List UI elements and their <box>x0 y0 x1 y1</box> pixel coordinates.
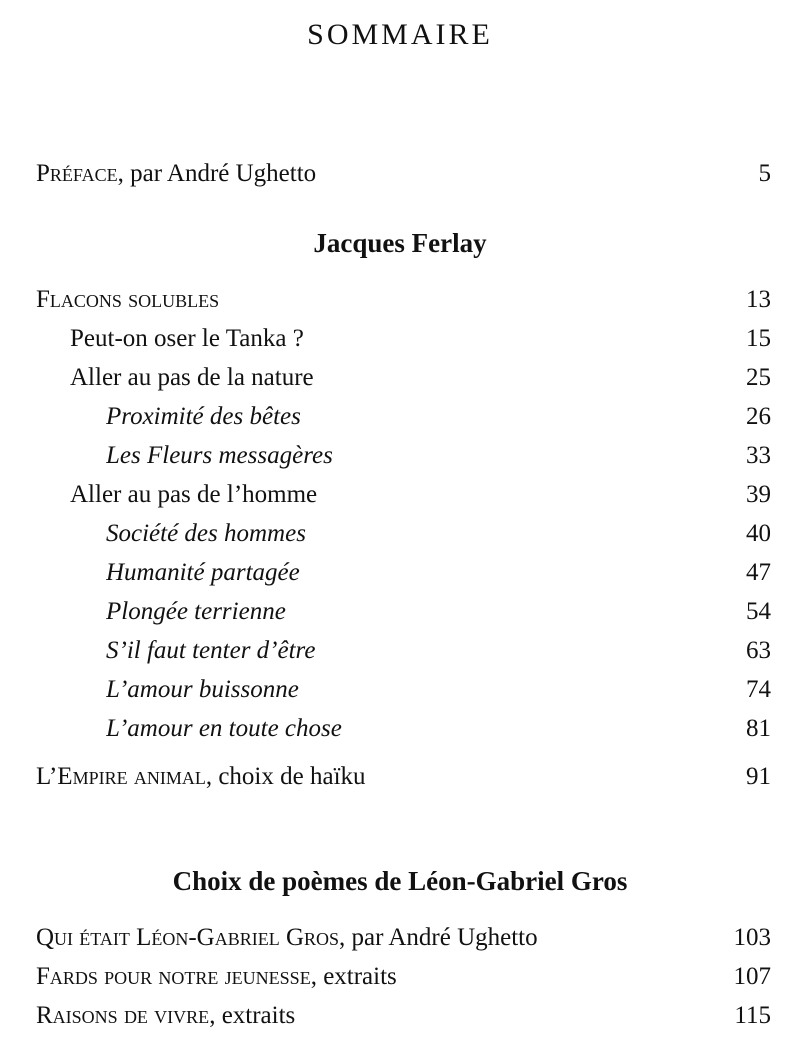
page-title: SOMMAIRE <box>307 18 493 51</box>
toc-entry <box>70 325 771 357</box>
toc-entry-label <box>36 763 746 791</box>
label-rest: , extraits <box>209 1002 296 1029</box>
toc-entry-label <box>36 160 759 188</box>
toc-entry-label: Proximité des bêtes <box>106 403 301 430</box>
label-rest: , par André Ughetto <box>339 924 538 951</box>
label-small-caps: Fards pour notre jeunesse <box>36 963 311 990</box>
label-small-caps: Préface <box>36 160 118 187</box>
toc-subentry <box>106 598 771 630</box>
toc-page-number: 107 <box>733 963 771 990</box>
toc-page-number: 39 <box>746 481 771 508</box>
label-rest: , par André Ughetto <box>117 160 317 187</box>
toc-entry-label: L’amour en toute chose <box>106 715 342 742</box>
toc-entry-label: Peut-on oser le Tanka ? <box>70 325 304 352</box>
section-heading-ferlay: Jacques Ferlay <box>313 228 487 258</box>
toc-subentry <box>106 637 771 669</box>
toc-entry <box>36 1002 771 1034</box>
toc-entry-label: Humanité partagée <box>106 559 300 586</box>
toc-entry-label: Aller au pas de la nature <box>70 364 314 391</box>
label-small-caps: Raisons de vivre <box>36 1002 210 1029</box>
toc-entry-label: Aller au pas de l’homme <box>70 481 318 508</box>
toc-entry-label <box>36 924 734 952</box>
toc-page-number: 47 <box>746 559 771 586</box>
toc-entry <box>36 963 771 995</box>
label-rest: , choix de haïku <box>205 763 366 790</box>
toc-entry-flacons <box>36 286 771 318</box>
toc-entry-empire <box>36 763 771 795</box>
toc-entry-label: S’il faut tenter d’être <box>106 637 316 664</box>
toc-page-number: 26 <box>746 403 771 430</box>
label-small-caps: L’Empire animal <box>36 763 206 790</box>
toc-entry <box>36 924 771 956</box>
toc-subentry <box>106 403 771 435</box>
toc-subentry <box>106 520 771 552</box>
toc-subentry <box>106 676 771 708</box>
toc-entry-label: Société des hommes <box>106 520 306 547</box>
toc-subentry <box>106 559 771 591</box>
toc-page-number: 54 <box>746 598 771 625</box>
toc-entry-label: Les Fleurs messagères <box>106 442 333 469</box>
label-small-caps: Qui était Léon-Gabriel Gros <box>36 924 340 951</box>
toc-page-number: 63 <box>746 637 771 664</box>
toc-page-number: 13 <box>746 286 771 313</box>
toc-entry-label: Flacons solubles <box>36 286 220 313</box>
toc-page-number: 5 <box>758 160 771 187</box>
toc-entry-label <box>36 963 734 991</box>
toc-page-number: 74 <box>746 676 771 703</box>
toc-page-number: 25 <box>746 364 771 391</box>
section-heading-gros: Choix de poèmes de Léon-Gabriel Gros <box>172 866 628 896</box>
toc-entry-label: L’amour buissonne <box>106 676 299 703</box>
toc-page-number: 40 <box>746 520 771 547</box>
toc-page-number: 115 <box>734 1002 771 1029</box>
toc-subentry <box>106 442 771 474</box>
toc-entry <box>70 481 771 513</box>
toc-page-number: 33 <box>746 442 771 469</box>
toc-page-number: 15 <box>746 325 771 352</box>
toc-entry <box>70 364 771 396</box>
toc-entry-preface <box>36 160 771 192</box>
label-rest: , extraits <box>310 963 397 990</box>
toc-page-number: 91 <box>746 763 771 790</box>
toc-entry-label <box>36 1002 734 1030</box>
toc-entry-label: Plongée terrienne <box>106 598 286 625</box>
toc-page-number: 81 <box>746 715 771 742</box>
toc-page-number: 103 <box>733 924 771 951</box>
toc-subentry <box>106 715 771 747</box>
